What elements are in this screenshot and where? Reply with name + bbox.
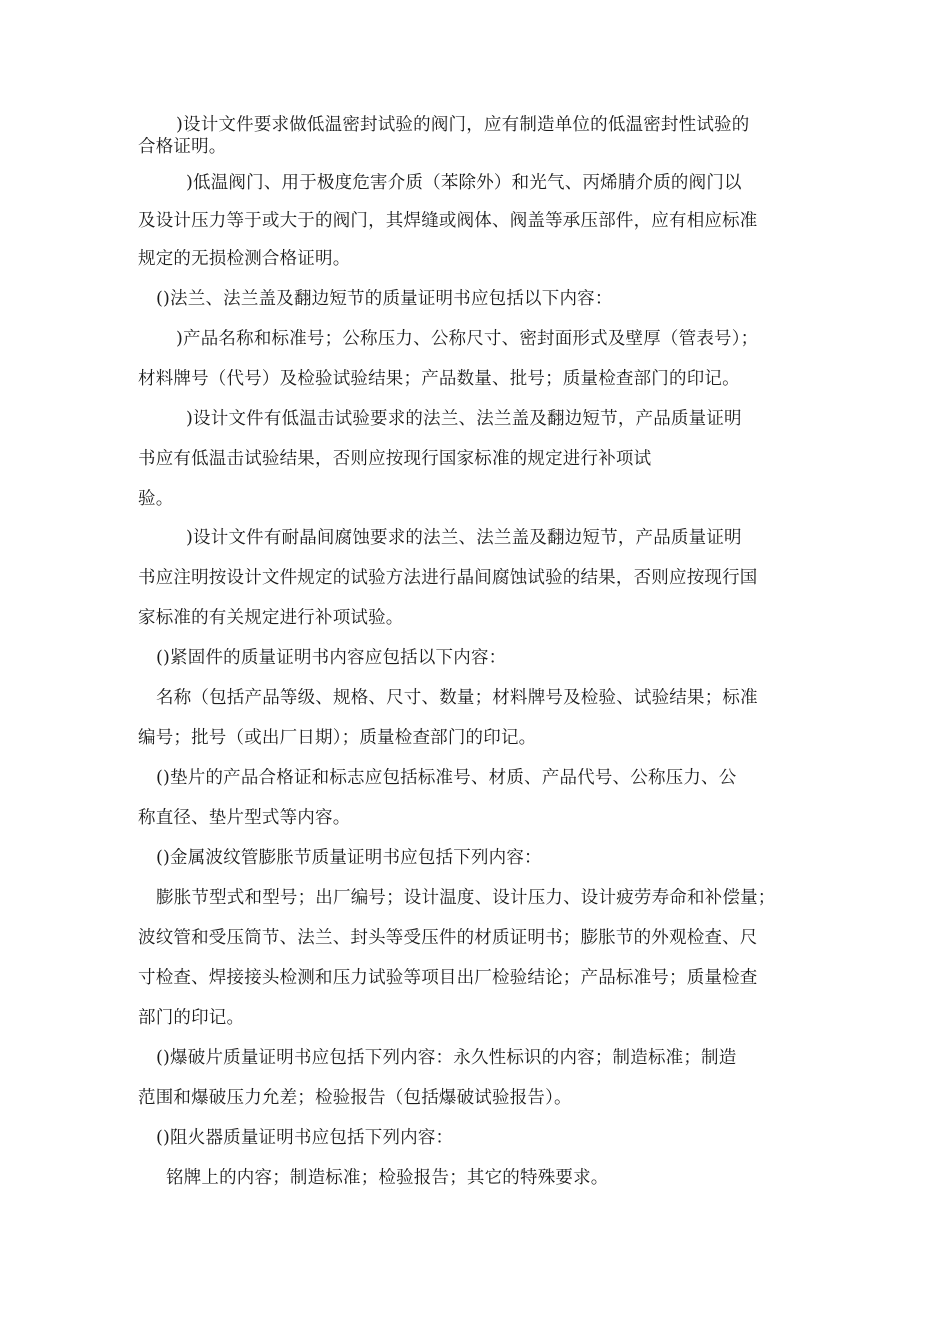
text-line-1: )设计文件要求做低温密封试验的阀门，应有制造单位的低温密封性试验的 [176, 115, 750, 135]
text-line-7: )产品名称和标准号；公称压力、公称尺寸、密封面形式及壁厚（管表号）； [176, 329, 759, 349]
text-line-9: )设计文件有低温击试验要求的法兰、法兰盖及翻边短节，产品质量证明 [186, 409, 742, 429]
text-line-22: 波纹管和受压筒节、法兰、封头等受压件的材质证明书；膨胀节的外观检查、尺 [138, 928, 758, 948]
text-line-21: 膨胀节型式和型号；出厂编号；设计温度、设计压力、设计疲劳寿命和补偿量； [156, 888, 776, 908]
text-line-18: ()垫片的产品合格证和标志应包括标准号、材质、产品代号、公称压力、公 [156, 768, 737, 788]
text-line-11: 验。 [138, 489, 174, 509]
text-line-28: 铭牌上的内容；制造标准；检验报告；其它的特殊要求。 [166, 1168, 609, 1188]
text-line-27: ()阻火器质量证明书应包括下列内容： [156, 1128, 454, 1148]
text-line-12: )设计文件有耐晶间腐蚀要求的法兰、法兰盖及翻边短节，产品质量证明 [186, 528, 742, 548]
text-line-8: 材料牌号（代号）及检验试验结果；产品数量、批号；质量检查部门的印记。 [138, 369, 740, 389]
text-line-26: 范围和爆破压力允差；检验报告（包括爆破试验报告）。 [138, 1088, 572, 1108]
text-line-17: 编号；批号（或出厂日期）；质量检查部门的印记。 [138, 728, 537, 748]
text-line-14: 家标准的有关规定进行补项试验。 [138, 608, 404, 628]
text-line-15: ()紧固件的质量证明书内容应包括以下内容： [156, 648, 507, 668]
text-line-25: ()爆破片质量证明书应包括下列内容：永久性标识的内容；制造标准；制造 [156, 1048, 737, 1068]
text-line-23: 寸检查、焊接接头检测和压力试验等项目出厂检验结论；产品标准号；质量检查 [138, 968, 758, 988]
text-line-20: ()金属波纹管膨胀节质量证明书应包括下列内容： [156, 848, 542, 868]
text-line-13: 书应注明按设计文件规定的试验方法进行晶间腐蚀试验的结果，否则应按现行国 [138, 568, 758, 588]
text-line-4: 及设计压力等于或大于的阀门，其焊缝或阀体、阀盖等承压部件，应有相应标准 [138, 211, 758, 231]
text-line-3: )低温阀门、用于极度危害介质（苯除外）和光气、丙烯腈介质的阀门以 [186, 173, 742, 193]
text-line-19: 称直径、垫片型式等内容。 [138, 808, 351, 828]
text-line-6: ()法兰、法兰盖及翻边短节的质量证明书应包括以下内容： [156, 289, 613, 309]
text-line-2: 合格证明。 [138, 137, 227, 157]
text-line-5: 规定的无损检测合格证明。 [138, 249, 351, 269]
text-line-24: 部门的印记。 [138, 1008, 245, 1028]
text-line-16: 名称（包括产品等级、规格、尺寸、数量；材料牌号及检验、试验结果；标准 [156, 688, 758, 708]
text-line-10: 书应有低温击试验结果，否则应按现行国家标准的规定进行补项试 [138, 449, 652, 469]
